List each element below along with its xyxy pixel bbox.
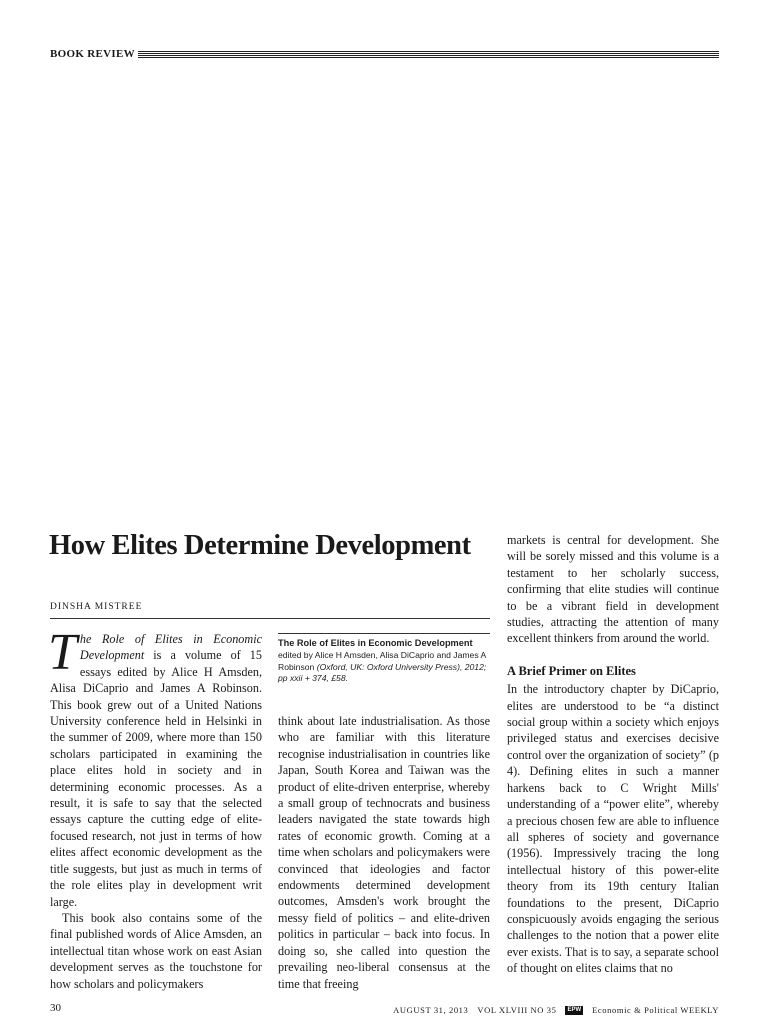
column-2 xyxy=(278,713,490,992)
footer-date: AUGUST 31, 2013 xyxy=(393,1005,469,1015)
book-publication: (Oxford, UK: Oxford University Press), 2012; pp xxii + 374, £58. xyxy=(278,661,487,684)
drop-cap: T xyxy=(48,624,77,681)
paragraph-1 xyxy=(48,624,262,910)
section-rule xyxy=(138,51,719,58)
subheading: A Brief Primer on Elites xyxy=(507,663,636,678)
book-title: The Role of Elites in Economic Development xyxy=(278,638,473,648)
paragraph-2-start: This book also contains some of the final published words of Alice Amsden, an intellectual titan whose work on east Asian development serves as the touchstone for how scholars and policymakers xyxy=(50,910,262,991)
page-number: 30 xyxy=(50,1002,61,1014)
book-info-box xyxy=(278,633,490,685)
article-author: DINSHA MISTREE xyxy=(50,601,490,619)
paragraph-2-end: markets is central for development. She will be sorely missed and this volume is a testament to her scholarly success, confirming that elite studies will continue to be a vibrant field in development studies, attracting the attention of many excellent thinkers from around the world. xyxy=(507,533,719,646)
book-title-inline: he Role of Elites in Economic Development xyxy=(79,632,262,663)
page-footer xyxy=(393,1004,719,1016)
column-1 xyxy=(48,624,262,992)
book-editors: edited by Alice H Amsden, Alisa DiCaprio and James A Robinson xyxy=(278,650,486,672)
section-header xyxy=(50,47,719,61)
epw-logo-icon: EPW xyxy=(567,1006,582,1013)
article-title: How Elites Determine Development xyxy=(49,530,471,561)
footer-volume: VOL XLVIII NO 35 xyxy=(477,1005,557,1015)
paragraph-3: In the introductory chapter by DiCaprio, elites are understood to be “a distinct social group within a society which enjoys privileged status and exercises decisive control over the organization of society” (p 4). Defining elites in such a manner harkens back to C Wright Mills' understanding of a “power elite”, whereby a precious chosen few are able to influence all spheres of society and governance (1956). Impressively tracing the long intellectual history of this power-elite theory from its 19th century Italian foundations to the present, DiCaprio conspicuously avoids engaging the serious challenges to the notion that a power elite ever exists. That is to say, a separate school of thought on elites claims that no xyxy=(507,682,719,976)
paragraph-1-text: is a volume of 15 essays edited by Alice H Amsden, Alisa DiCaprio and James A Robinson. This book grew out of a United Nations University conference held in Helsinki in the summer of 2009, where more than 150 scholars participated in examining the place elites hold in society and in determining economic processes. As a result, it is safe to say that the selected essays capture the cutting edge of elite-focused research, not just in terms of how elites affect economic development as the title suggests, but just as much in terms of the role elites play in development writ large. xyxy=(50,648,262,909)
paragraph-2-middle: think about late industrialisation. As those who are familiar with this literature recognise industrialisation in countries like Japan, South Korea and Taiwan was the product of elite-driven enterprise, whereby a small group of technocrats and business leaders navigated the state towards high rates of economic growth. Coming at a time when scholars and policymakers were convinced that ideologies and factor endowments determined development outcomes, Amsden's work brought the messy field of politics – and elite-driven politics in particular – back into focus. In doing so, she called into question the prevailing neo-liberal consensus at the time that freeing xyxy=(278,714,490,991)
column-3 xyxy=(507,532,719,977)
section-label: BOOK REVIEW xyxy=(50,48,135,60)
footer-journal: Economic & Political WEEKLY xyxy=(592,1005,719,1015)
